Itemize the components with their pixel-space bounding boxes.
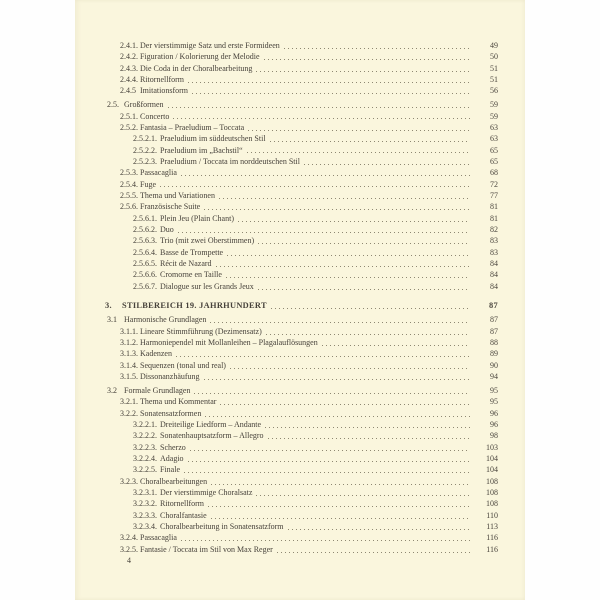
toc-row	[75, 544, 525, 555]
dotted-leader	[258, 289, 470, 290]
toc-row	[75, 190, 525, 201]
toc-entry-title: Fantasie / Toccata im Stil von Max Reger	[140, 544, 273, 554]
toc-entry-title: Harmonische Grundlagen	[124, 315, 207, 325]
dotted-leader	[304, 164, 470, 165]
toc-entry-number: 2.5.2.1.	[133, 134, 157, 144]
toc-entry-title: Der vierstimmige Satz und erste Formideen	[140, 41, 280, 50]
toc-entry-title: Scherzo	[160, 442, 186, 452]
toc-entry-title: Récit de Nazard	[160, 259, 212, 269]
dotted-leader	[181, 175, 470, 176]
dotted-leader	[205, 416, 470, 417]
toc-entry-number: 3.2.2.	[120, 408, 138, 418]
toc-entry-title: Fantasia – Praeludium – Toccata	[140, 122, 245, 132]
toc-entry-title: Ritornellform	[160, 499, 204, 509]
dotted-leader	[256, 495, 470, 496]
dotted-leader	[211, 518, 470, 519]
toc-entry-number: 2.5.6.3.	[133, 236, 157, 246]
dotted-leader	[270, 141, 470, 142]
toc-row	[75, 464, 525, 475]
dotted-leader	[194, 393, 470, 394]
toc-row	[75, 337, 525, 348]
toc-entry-number: 3.2.2.3.	[133, 442, 157, 452]
toc-row	[75, 314, 525, 325]
toc-entry-number: 2.5.3.	[120, 168, 138, 178]
toc-entry-number: 3.2.2.5.	[133, 465, 157, 475]
toc-entry-title: Choralbearbeitung in Sonatensatzform	[160, 522, 284, 532]
toc-entry-number: 2.4.2.	[120, 52, 138, 62]
toc-entry-page-number: 59	[490, 100, 498, 110]
toc-row	[75, 224, 525, 235]
toc-entry-page-number: 59	[490, 111, 498, 121]
dotted-leader	[181, 540, 470, 541]
toc-row	[75, 201, 525, 212]
toc-row	[75, 85, 525, 96]
toc-entry-number: 2.5.6.4.	[133, 247, 157, 257]
toc-entry-number: 3.	[105, 301, 112, 311]
toc-entry-title: Finale	[160, 465, 180, 475]
dotted-leader	[184, 472, 470, 473]
dotted-leader	[176, 356, 470, 357]
toc-entry-title: Praeludium / Toccata im norddeutschen Stil	[160, 156, 300, 166]
toc-entry-page-number: 51	[490, 75, 498, 85]
dotted-leader	[248, 130, 470, 131]
toc-entry-number: 3.1.2.	[120, 338, 138, 348]
toc-entry-title: Plein Jeu (Plain Chant)	[160, 213, 234, 223]
toc-entry-number: 3.2.3.4.	[133, 522, 157, 532]
toc-row	[75, 371, 525, 382]
toc-entry-page-number: 63	[490, 134, 498, 144]
toc-row	[75, 122, 525, 133]
toc-entry-title: Ritornellform	[140, 75, 184, 85]
toc-entry-title: Choralbearbeitungen	[140, 476, 208, 486]
toc-row	[75, 156, 525, 167]
toc-entry-number: 2.5.2.3.	[133, 156, 157, 166]
toc-entry-title: Concerto	[140, 111, 170, 121]
dotted-leader	[265, 427, 470, 428]
toc-entry-number: 2.4.4.	[120, 75, 138, 85]
toc-entry-number: 2.4.1.	[120, 41, 138, 50]
toc-row	[75, 453, 525, 464]
toc-row	[75, 360, 525, 371]
dotted-leader	[220, 404, 470, 405]
toc-entry-page-number: 84	[490, 270, 498, 280]
toc-entry-page-number: 51	[490, 63, 498, 73]
toc-entry-page-number: 96	[490, 408, 498, 418]
toc-row	[75, 430, 525, 441]
toc-entry-page-number: 108	[486, 488, 498, 498]
toc-entry-number: 3.2.2.2.	[133, 431, 157, 441]
dotted-leader	[264, 59, 470, 60]
toc-entry-title: Lineare Stimmführung (Dezimensatz)	[140, 326, 262, 336]
dotted-leader	[211, 484, 470, 485]
dotted-leader	[173, 118, 470, 119]
toc-entry-number: 2.5.6.	[120, 202, 138, 212]
toc-row	[75, 63, 525, 74]
dotted-leader	[258, 243, 470, 244]
toc-entry-title: Kadenzen	[140, 349, 172, 359]
dotted-leader	[190, 450, 470, 451]
toc-row	[75, 326, 525, 337]
toc-entry-title: Dissonanzhäufung	[140, 372, 200, 382]
toc-entry-page-number: 104	[486, 465, 498, 475]
toc-entry-page-number: 68	[490, 168, 498, 178]
toc-row	[75, 258, 525, 269]
dotted-leader	[227, 255, 470, 256]
toc-row	[75, 487, 525, 498]
toc-entry-page-number: 49	[490, 41, 498, 50]
toc-row	[75, 498, 525, 509]
toc-entry-title: Harmoniependel mit Mollanleihen – Plagalauflösungen	[140, 338, 318, 348]
toc-entry-number: 3.1.5.	[120, 372, 138, 382]
dotted-leader	[216, 266, 470, 267]
dotted-leader	[268, 438, 470, 439]
dotted-leader	[277, 552, 470, 553]
toc-entry-page-number: 77	[490, 190, 498, 200]
dotted-leader	[168, 107, 470, 108]
toc-entry-title: Dialogue sur les Grands Jeux	[160, 281, 254, 291]
toc-row	[75, 235, 525, 246]
toc-entry-page-number: 87	[490, 326, 498, 336]
toc-entry-number: 2.5.	[107, 100, 119, 110]
toc-row	[75, 300, 525, 311]
toc-row	[75, 521, 525, 532]
toc-entry-number: 3.1.4.	[120, 360, 138, 370]
toc-entry-page-number: 63	[490, 122, 498, 132]
toc-entry-page-number: 87	[490, 315, 498, 325]
toc-entry-title: Sequenzen (tonal und real)	[140, 360, 226, 370]
toc-entry-number: 3.1.1.	[120, 326, 138, 336]
toc-entry-title: Passacaglia	[140, 168, 177, 178]
toc-row	[75, 419, 525, 430]
toc-entry-title: Formale Grundlagen	[124, 385, 191, 395]
toc-entry-title: Imitationsform	[140, 86, 188, 96]
toc-entry-page-number: 104	[486, 454, 498, 464]
toc-entry-title: Basse de Trompette	[160, 247, 224, 257]
toc-entry-title: Praeludium im „Bachstil“	[160, 145, 243, 155]
toc-row	[75, 408, 525, 419]
toc-entry-number: 3.1.3.	[120, 349, 138, 359]
footer-page-number: 4	[127, 556, 131, 565]
toc-entry-number: 2.4.3.	[120, 63, 138, 73]
toc-entry-title: Adagio	[160, 454, 184, 464]
toc-entry-page-number: 84	[490, 259, 498, 269]
toc-entry-number: 2.5.6.6.	[133, 270, 157, 280]
toc-entry-number: 3.2.5.	[120, 544, 138, 554]
toc-row	[75, 247, 525, 258]
toc-row	[75, 476, 525, 487]
toc-row	[75, 348, 525, 359]
toc-entry-title: Praeludium im süddeutschen Stil	[160, 134, 266, 144]
dotted-leader	[208, 506, 470, 507]
toc-row	[75, 269, 525, 280]
toc-entry-page-number: 95	[490, 385, 498, 395]
toc-entry-page-number: 116	[486, 544, 498, 554]
toc-entry-title: Figuration / Kolorierung der Melodie	[140, 52, 260, 62]
toc-row	[75, 213, 525, 224]
toc-entry-page-number: 72	[490, 179, 498, 189]
dotted-leader	[266, 334, 470, 335]
toc-entry-page-number: 83	[490, 236, 498, 246]
toc-entry-number: 3.2.2.4.	[133, 454, 157, 464]
toc-row	[75, 442, 525, 453]
toc-row	[75, 510, 525, 521]
dotted-leader	[288, 529, 470, 530]
toc-entry-title: Trio (mit zwei Oberstimmen)	[160, 236, 255, 246]
toc-entry-page-number: 65	[490, 156, 498, 166]
toc-row	[75, 179, 525, 190]
toc-row	[75, 281, 525, 292]
toc-entry-number: 3.2	[107, 385, 117, 395]
toc-entry-number: 2.5.6.5.	[133, 259, 157, 269]
toc-entry-page-number: 88	[490, 338, 498, 348]
toc-entry-page-number: 83	[490, 247, 498, 257]
toc-entry-page-number: 108	[486, 499, 498, 509]
dotted-leader	[178, 232, 470, 233]
toc-entry-number: 2.5.6.1.	[133, 213, 157, 223]
toc-entry-page-number: 95	[490, 397, 498, 407]
toc-entry-title: Thema und Variationen	[140, 190, 215, 200]
dotted-leader	[188, 461, 470, 462]
book-page-sheet	[75, 0, 525, 600]
toc-entry-page-number: 103	[486, 442, 498, 452]
toc-entry-number: 2.5.5.	[120, 190, 138, 200]
toc-entry-number: 2.5.4.	[120, 179, 138, 189]
toc-entry-number: 3.2.2.1.	[133, 420, 157, 429]
toc-entry-page-number: 81	[490, 213, 498, 223]
toc-entry-page-number: 89	[490, 349, 498, 359]
toc-entry-page-number: 98	[490, 431, 498, 441]
toc-entry-title: Thema und Kommentar	[140, 397, 217, 407]
dotted-leader	[226, 277, 470, 278]
toc-entry-page-number: 116	[486, 533, 498, 543]
toc-entry-number: 2.5.6.2.	[133, 225, 157, 234]
toc-entry-page-number: 113	[486, 522, 498, 532]
toc-row	[75, 396, 525, 407]
toc-entry-page-number: 82	[490, 225, 498, 234]
toc-entry-number: 2.5.6.7.	[133, 281, 157, 291]
toc-row	[75, 99, 525, 110]
toc-entry-title: Sonatenhauptsatzform – Allegro	[160, 431, 264, 441]
toc-entry-page-number: 90	[490, 360, 498, 370]
toc-entry-page-number: 110	[486, 510, 498, 520]
toc-entry-page-number: 94	[490, 372, 498, 382]
toc-entry-number: 3.2.3.	[120, 476, 138, 486]
toc-entry-title: Sonatensatzformen	[140, 408, 202, 418]
toc-row	[75, 532, 525, 543]
dotted-leader	[247, 152, 470, 153]
toc-entry-number: 2.5.2.2.	[133, 145, 157, 155]
toc-entry-number: 3.2.3.1.	[133, 488, 157, 498]
toc-entry-title: Der vierstimmige Choralsatz	[160, 488, 253, 498]
toc-row	[75, 51, 525, 62]
toc-entry-page-number: 56	[490, 86, 498, 96]
toc-entry-title: STILBEREICH 19. JAHRHUNDERT	[122, 301, 267, 311]
dotted-leader	[238, 221, 470, 222]
dotted-leader	[256, 71, 470, 72]
toc-entry-number: 3.2.1.	[120, 397, 138, 407]
toc-row	[75, 133, 525, 144]
toc-entry-title: Die Coda in der Choralbearbeitung	[140, 63, 253, 73]
toc-row	[75, 145, 525, 156]
dotted-leader	[160, 186, 470, 187]
toc-row	[75, 111, 525, 122]
table-of-contents	[75, 40, 525, 555]
toc-row	[75, 385, 525, 396]
toc-entry-number: 3.2.3.2.	[133, 499, 157, 509]
toc-entry-number: 3.2.4.	[120, 533, 138, 543]
toc-entry-page-number: 96	[490, 420, 498, 429]
dotted-leader	[271, 308, 470, 309]
dotted-leader	[192, 93, 470, 94]
dotted-leader	[188, 82, 470, 83]
toc-entry-page-number: 84	[490, 281, 498, 291]
toc-row	[75, 167, 525, 178]
toc-entry-title: Choralfantasie	[160, 510, 207, 520]
dotted-leader	[204, 379, 470, 380]
toc-entry-page-number: 81	[490, 202, 498, 212]
toc-row	[75, 40, 525, 51]
dotted-leader	[210, 322, 470, 323]
dotted-leader	[284, 48, 470, 49]
dotted-leader	[219, 198, 470, 199]
dotted-leader	[230, 368, 470, 369]
toc-entry-number: 3.1	[107, 315, 117, 325]
toc-entry-number: 2.4.5	[120, 86, 136, 96]
dotted-leader	[204, 209, 470, 210]
toc-entry-title: Duo	[160, 225, 174, 234]
toc-entry-title: Französische Suite	[140, 202, 201, 212]
toc-entry-title: Großformen	[124, 100, 164, 110]
toc-entry-number: 2.5.2.	[120, 122, 138, 132]
toc-entry-title: Dreiteilige Liedform – Andante	[160, 420, 262, 429]
toc-entry-page-number: 108	[486, 476, 498, 486]
toc-entry-title: Passacaglia	[140, 533, 177, 543]
toc-entry-number: 2.5.1.	[120, 111, 138, 121]
toc-entry-page-number: 65	[490, 145, 498, 155]
toc-entry-page-number: 87	[489, 301, 498, 311]
toc-entry-number: 3.2.3.3.	[133, 510, 157, 520]
toc-entry-page-number: 50	[490, 52, 498, 62]
dotted-leader	[322, 345, 470, 346]
toc-row	[75, 74, 525, 85]
toc-entry-title: Cromorne en Taille	[160, 270, 222, 280]
toc-entry-title: Fuge	[140, 179, 156, 189]
